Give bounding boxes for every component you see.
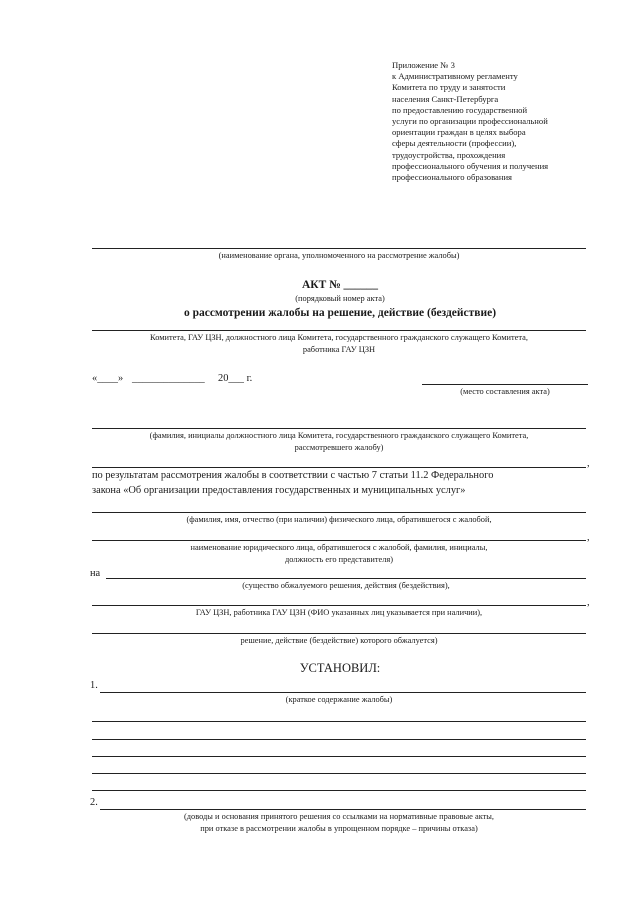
act-title: АКТ № ______ (301, 279, 379, 291)
decision-caption: решение, действие (бездействие) которого обжалуется) (240, 636, 438, 645)
results-fill-line (92, 467, 586, 468)
official-caption-2: рассмотревшего жалобу) (294, 443, 384, 452)
committee-fill-line (92, 330, 586, 331)
appendix-line: населения Санкт-Петербурга (392, 93, 499, 104)
comma: , (587, 458, 590, 469)
grounds-caption-1: (доводы и основания принятого решения со ссылками на нормативные правовые акты, (183, 812, 495, 821)
item-2-fill-line (100, 809, 586, 810)
decision-fill-line (92, 633, 586, 634)
organ-fill-line (92, 248, 586, 249)
blank-line (92, 721, 586, 722)
appendix-line: Комитета по труду и занятости (392, 82, 506, 93)
date-year: 20___ г. (218, 373, 253, 384)
appendix-line: ориентации граждан в целях выбора (392, 127, 526, 138)
date-month: ______________ (132, 373, 205, 384)
appendix-line: к Административному регламенту (392, 71, 518, 82)
appendix-line: по предоставлению государственной (392, 104, 528, 115)
committee-caption-2: работника ГАУ ЦЗН (302, 345, 376, 354)
appendix-block (392, 60, 622, 183)
appendix-line: Приложение № 3 (392, 60, 455, 70)
appendix-line: услуги по организации профессиональной (392, 116, 548, 127)
grounds-caption-2: при отказе в рассмотрении жалобы в упрощенном порядке – причины отказа) (200, 824, 478, 833)
official-caption-1: (фамилия, инициалы должностного лица Комитета, государственного гражданского служащего Комитета, (149, 431, 529, 440)
person-caption: (фамилия, имя, отчество (при наличии) физического лица, обратившегося с жалобой, (186, 515, 492, 524)
gau-caption: ГАУ ЦЗН, работника ГАУ ЦЗН (ФИО указанных лиц указывается при наличии), (195, 608, 483, 617)
essence-caption: (существо обжалуемого решения, действия (бездействия), (242, 581, 450, 590)
established-heading: УСТАНОВИЛ: (299, 661, 381, 675)
order-number-caption: (порядковый номер акта) (295, 294, 385, 303)
essence-fill-line (106, 578, 586, 579)
blank-line (92, 790, 586, 791)
appendix-line: сферы деятельности (профессии), (392, 138, 517, 149)
item-1-number: 1. (90, 680, 98, 691)
comma: , (587, 597, 590, 608)
blank-line (92, 756, 586, 757)
on-label: на (90, 568, 101, 579)
legal-caption-2: должность его представителя) (284, 555, 394, 564)
blank-line (92, 773, 586, 774)
place-caption: (место составления акта) (460, 387, 550, 396)
legal-fill-line (92, 540, 586, 541)
act-subtitle: о рассмотрении жалобы на решение, действие (бездействие) (183, 307, 497, 319)
official-fill-line (92, 428, 586, 429)
appendix-line: профессионального образования (392, 172, 512, 183)
committee-caption-1: Комитета, ГАУ ЦЗН, должностного лица Комитета, государственного гражданского служащего Комитета, (150, 333, 528, 342)
appendix-line: трудоустройства, прохождения (392, 149, 506, 160)
appendix-line: профессионального обучения и получения (392, 160, 549, 171)
item-1-fill-line (100, 692, 586, 693)
legal-caption-1: наименование юридического лица, обратившегося с жалобой, фамилия, инициалы, (190, 543, 488, 552)
results-text-1: по результатам рассмотрения жалобы в соответствии с частью 7 статьи 11.2 Федерального (92, 470, 494, 481)
item-2-number: 2. (90, 797, 98, 808)
person-fill-line (92, 512, 586, 513)
comma: , (587, 532, 590, 543)
place-fill-line (422, 384, 588, 385)
gau-fill-line (92, 605, 586, 606)
organ-caption: (наименование органа, уполномоченного на рассмотрение жалобы) (218, 251, 460, 260)
blank-line (92, 739, 586, 740)
summary-caption: (краткое содержание жалобы) (285, 695, 393, 704)
results-text-2: закона «Об организации предоставления государственных и муниципальных услуг» (92, 485, 466, 496)
date-day: «____» (92, 373, 124, 384)
